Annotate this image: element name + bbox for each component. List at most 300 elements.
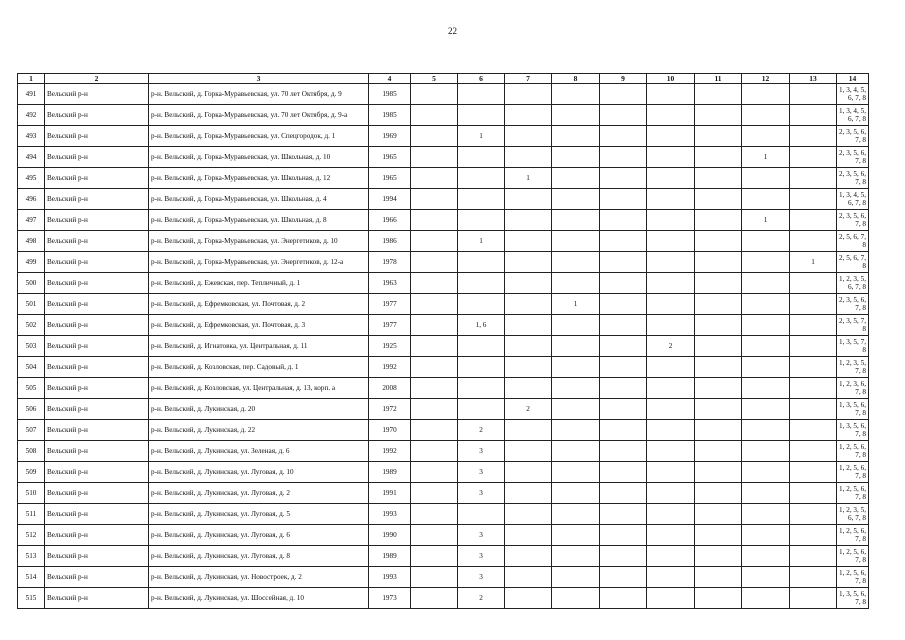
district-cell: Вельский р-н: [45, 462, 149, 483]
col7-cell: [505, 231, 552, 252]
col11-cell: [695, 378, 742, 399]
col13-cell: [790, 294, 837, 315]
district-cell: Вельский р-н: [45, 252, 149, 273]
district-cell: Вельский р-н: [45, 273, 149, 294]
col8-cell: [552, 588, 600, 609]
col10-cell: [647, 504, 695, 525]
page-number: 22: [448, 26, 457, 36]
table-row: [18, 504, 869, 525]
col14-cell: 2, 3, 5, 6, 7, 8: [837, 168, 869, 189]
col8-cell: [552, 504, 600, 525]
col14-cell: 1, 2, 3, 6, 7, 8: [837, 378, 869, 399]
col14-cell: 1, 3, 5, 7, 8: [837, 336, 869, 357]
col5-cell: [411, 231, 458, 252]
column-header: 9: [600, 74, 647, 84]
col11-cell: [695, 462, 742, 483]
col14-cell: 1, 3, 4, 5, 6, 7, 8: [837, 84, 869, 105]
col13-cell: [790, 357, 837, 378]
row-number-cell: 494: [18, 147, 45, 168]
col8-cell: [552, 399, 600, 420]
year-cell: 1993: [369, 504, 411, 525]
year-cell: 1992: [369, 441, 411, 462]
table-row: [18, 189, 869, 210]
col6-cell: 3: [458, 483, 505, 504]
col5-cell: [411, 483, 458, 504]
column-header: 11: [695, 74, 742, 84]
col14-cell: 2, 3, 5, 6, 7, 8: [837, 126, 869, 147]
col5-cell: [411, 210, 458, 231]
table-row: [18, 420, 869, 441]
col14-cell: 2, 3, 5, 6, 7, 8: [837, 294, 869, 315]
col12-cell: [742, 315, 790, 336]
col11-cell: [695, 546, 742, 567]
col14-cell: 1, 2, 3, 5, 6, 7, 8: [837, 504, 869, 525]
table-row: [18, 126, 869, 147]
year-cell: 1991: [369, 483, 411, 504]
col9-cell: [600, 147, 647, 168]
col14-cell: 1, 2, 5, 6, 7, 8: [837, 441, 869, 462]
table-row: [18, 357, 869, 378]
col13-cell: [790, 504, 837, 525]
col9-cell: [600, 189, 647, 210]
address-cell: р-н. Вельский, д. Горка-Муравьевская, ул. 70 лет Октября, д. 9-а: [149, 105, 369, 126]
col13-cell: [790, 441, 837, 462]
table-row: [18, 315, 869, 336]
col11-cell: [695, 315, 742, 336]
table-row: [18, 525, 869, 546]
district-cell: Вельский р-н: [45, 168, 149, 189]
col7-cell: [505, 315, 552, 336]
col14-cell: 1, 3, 4, 5, 6, 7, 8: [837, 105, 869, 126]
col8-cell: [552, 420, 600, 441]
col7-cell: [505, 210, 552, 231]
row-number-cell: 512: [18, 525, 45, 546]
col10-cell: [647, 252, 695, 273]
table-row: [18, 105, 869, 126]
table-row: [18, 273, 869, 294]
col11-cell: [695, 441, 742, 462]
row-number-cell: 505: [18, 378, 45, 399]
col7-cell: [505, 378, 552, 399]
col5-cell: [411, 378, 458, 399]
col11-cell: [695, 420, 742, 441]
table-row: [18, 336, 869, 357]
table-row: [18, 210, 869, 231]
col7-cell: [505, 483, 552, 504]
address-cell: р-н. Вельский, д. Горка-Муравьевская, ул. Энергетиков, д. 12-а: [149, 252, 369, 273]
col13-cell: [790, 462, 837, 483]
col10-cell: [647, 210, 695, 231]
col13-cell: [790, 168, 837, 189]
table-row: [18, 399, 869, 420]
col7-cell: [505, 147, 552, 168]
col7-cell: [505, 84, 552, 105]
col8-cell: [552, 357, 600, 378]
col14-cell: 1, 3, 5, 6, 7, 8: [837, 588, 869, 609]
col10-cell: [647, 147, 695, 168]
col13-cell: [790, 399, 837, 420]
col12-cell: [742, 483, 790, 504]
col14-cell: 1, 2, 3, 5, 6, 7, 8: [837, 273, 869, 294]
district-cell: Вельский р-н: [45, 525, 149, 546]
address-cell: р-н. Вельский, д. Лукинская, ул. Луговая, д. 8: [149, 546, 369, 567]
col10-cell: [647, 357, 695, 378]
address-cell: р-н. Вельский, д. Лукинская, ул. Зеленая, д. 6: [149, 441, 369, 462]
district-cell: Вельский р-н: [45, 399, 149, 420]
col6-cell: [458, 84, 505, 105]
col6-cell: 3: [458, 546, 505, 567]
col8-cell: [552, 378, 600, 399]
col11-cell: [695, 588, 742, 609]
register-table: [17, 73, 869, 609]
col12-cell: [742, 294, 790, 315]
col13-cell: [790, 315, 837, 336]
col7-cell: 1: [505, 168, 552, 189]
col13-cell: [790, 378, 837, 399]
col12-cell: [742, 399, 790, 420]
col6-cell: 3: [458, 441, 505, 462]
col6-cell: [458, 294, 505, 315]
col8-cell: [552, 231, 600, 252]
address-cell: р-н. Вельский, д. Лукинская, д. 20: [149, 399, 369, 420]
col8-cell: [552, 462, 600, 483]
col8-cell: [552, 84, 600, 105]
address-cell: р-н. Вельский, д. Лукинская, ул. Луговая, д. 2: [149, 483, 369, 504]
col10-cell: [647, 294, 695, 315]
col6-cell: [458, 336, 505, 357]
table-header: [18, 74, 869, 84]
col5-cell: [411, 546, 458, 567]
table-body: [18, 84, 869, 609]
year-cell: 1966: [369, 210, 411, 231]
district-cell: Вельский р-н: [45, 210, 149, 231]
col13-cell: [790, 336, 837, 357]
row-number-cell: 507: [18, 420, 45, 441]
table-row: [18, 462, 869, 483]
year-cell: 1977: [369, 315, 411, 336]
address-cell: р-н. Вельский, д. Лукинская, ул. Луговая, д. 10: [149, 462, 369, 483]
row-number-cell: 495: [18, 168, 45, 189]
col5-cell: [411, 399, 458, 420]
year-cell: 1989: [369, 546, 411, 567]
col7-cell: [505, 420, 552, 441]
table-row: [18, 441, 869, 462]
district-cell: Вельский р-н: [45, 105, 149, 126]
column-header: 14: [837, 74, 869, 84]
col5-cell: [411, 588, 458, 609]
col7-cell: [505, 567, 552, 588]
col13-cell: [790, 420, 837, 441]
col5-cell: [411, 273, 458, 294]
col11-cell: [695, 336, 742, 357]
address-cell: р-н. Вельский, д. Лукинская, ул. Луговая, д. 6: [149, 525, 369, 546]
col10-cell: [647, 525, 695, 546]
col12-cell: 1: [742, 147, 790, 168]
col14-cell: 1, 3, 4, 5, 6, 7, 8: [837, 189, 869, 210]
col10-cell: [647, 546, 695, 567]
col14-cell: 1, 3, 5, 6, 7, 8: [837, 420, 869, 441]
row-number-cell: 503: [18, 336, 45, 357]
col9-cell: [600, 546, 647, 567]
header-row: [18, 74, 869, 84]
address-cell: р-н. Вельский, д. Ефремковская, ул. Почтовая, д. 3: [149, 315, 369, 336]
col10-cell: [647, 168, 695, 189]
col5-cell: [411, 567, 458, 588]
col8-cell: [552, 105, 600, 126]
col9-cell: [600, 294, 647, 315]
address-cell: р-н. Вельский, д. Лукинская, ул. Шоссейная, д. 10: [149, 588, 369, 609]
year-cell: 1990: [369, 525, 411, 546]
col8-cell: [552, 567, 600, 588]
col12-cell: [742, 462, 790, 483]
district-cell: Вельский р-н: [45, 189, 149, 210]
col10-cell: [647, 588, 695, 609]
col9-cell: [600, 504, 647, 525]
district-cell: Вельский р-н: [45, 147, 149, 168]
district-cell: Вельский р-н: [45, 84, 149, 105]
column-header: 3: [149, 74, 369, 84]
col6-cell: 2: [458, 420, 505, 441]
col8-cell: [552, 273, 600, 294]
year-cell: 1986: [369, 231, 411, 252]
column-header: 6: [458, 74, 505, 84]
col5-cell: [411, 84, 458, 105]
row-number-cell: 513: [18, 546, 45, 567]
col7-cell: [505, 252, 552, 273]
col9-cell: [600, 315, 647, 336]
col5-cell: [411, 105, 458, 126]
table-row: [18, 378, 869, 399]
year-cell: 1965: [369, 147, 411, 168]
column-header: 4: [369, 74, 411, 84]
col6-cell: 2: [458, 588, 505, 609]
district-cell: Вельский р-н: [45, 357, 149, 378]
col13-cell: [790, 105, 837, 126]
col12-cell: [742, 126, 790, 147]
col8-cell: [552, 168, 600, 189]
col11-cell: [695, 357, 742, 378]
district-cell: Вельский р-н: [45, 567, 149, 588]
col14-cell: 1, 3, 5, 6, 7, 8: [837, 399, 869, 420]
col9-cell: [600, 231, 647, 252]
table-row: [18, 294, 869, 315]
col9-cell: [600, 357, 647, 378]
col10-cell: [647, 231, 695, 252]
district-cell: Вельский р-н: [45, 294, 149, 315]
address-cell: р-н. Вельский, д. Козловская, пер. Садовый, д. 1: [149, 357, 369, 378]
row-number-cell: 514: [18, 567, 45, 588]
col10-cell: [647, 273, 695, 294]
address-cell: р-н. Вельский, д. Горка-Муравьевская, ул. Школьная, д. 10: [149, 147, 369, 168]
col12-cell: [742, 105, 790, 126]
col7-cell: [505, 357, 552, 378]
col13-cell: [790, 483, 837, 504]
year-cell: 1969: [369, 126, 411, 147]
row-number-cell: 498: [18, 231, 45, 252]
col9-cell: [600, 126, 647, 147]
year-cell: 1985: [369, 84, 411, 105]
col14-cell: 2, 3, 5, 7, 8: [837, 315, 869, 336]
district-cell: Вельский р-н: [45, 546, 149, 567]
row-number-cell: 501: [18, 294, 45, 315]
col6-cell: [458, 378, 505, 399]
col5-cell: [411, 336, 458, 357]
col12-cell: [742, 273, 790, 294]
col5-cell: [411, 357, 458, 378]
year-cell: 1994: [369, 189, 411, 210]
col11-cell: [695, 168, 742, 189]
col11-cell: [695, 273, 742, 294]
col10-cell: [647, 441, 695, 462]
col9-cell: [600, 252, 647, 273]
col5-cell: [411, 315, 458, 336]
col9-cell: [600, 273, 647, 294]
column-header: 5: [411, 74, 458, 84]
col10-cell: [647, 126, 695, 147]
col6-cell: [458, 168, 505, 189]
col6-cell: 3: [458, 525, 505, 546]
col5-cell: [411, 189, 458, 210]
col9-cell: [600, 567, 647, 588]
col12-cell: [742, 336, 790, 357]
address-cell: р-н. Вельский, д. Горка-Муравьевская, ул. 70 лет Октября, д. 9: [149, 84, 369, 105]
col6-cell: [458, 147, 505, 168]
col11-cell: [695, 84, 742, 105]
col6-cell: 1: [458, 231, 505, 252]
col5-cell: [411, 294, 458, 315]
col12-cell: 1: [742, 210, 790, 231]
column-header: 7: [505, 74, 552, 84]
col12-cell: [742, 567, 790, 588]
col5-cell: [411, 147, 458, 168]
row-number-cell: 496: [18, 189, 45, 210]
row-number-cell: 499: [18, 252, 45, 273]
district-cell: Вельский р-н: [45, 441, 149, 462]
address-cell: р-н. Вельский, д. Горка-Муравьевская, ул. Школьная, д. 12: [149, 168, 369, 189]
col6-cell: [458, 105, 505, 126]
table-row: [18, 546, 869, 567]
year-cell: 1963: [369, 273, 411, 294]
col7-cell: [505, 441, 552, 462]
col12-cell: [742, 168, 790, 189]
table-row: [18, 567, 869, 588]
col13-cell: [790, 567, 837, 588]
col9-cell: [600, 420, 647, 441]
col8-cell: [552, 315, 600, 336]
col12-cell: [742, 378, 790, 399]
year-cell: 1992: [369, 357, 411, 378]
col13-cell: [790, 126, 837, 147]
col12-cell: [742, 189, 790, 210]
col11-cell: [695, 252, 742, 273]
col8-cell: [552, 525, 600, 546]
row-number-cell: 510: [18, 483, 45, 504]
row-number-cell: 497: [18, 210, 45, 231]
col7-cell: [505, 546, 552, 567]
col8-cell: [552, 252, 600, 273]
col7-cell: [505, 189, 552, 210]
col8-cell: [552, 441, 600, 462]
col9-cell: [600, 105, 647, 126]
col14-cell: 1, 2, 3, 5, 7, 8: [837, 357, 869, 378]
column-header: 12: [742, 74, 790, 84]
table-row: [18, 252, 869, 273]
col14-cell: 1, 2, 5, 6, 7, 8: [837, 567, 869, 588]
col12-cell: [742, 420, 790, 441]
col11-cell: [695, 105, 742, 126]
column-header: 8: [552, 74, 600, 84]
col11-cell: [695, 525, 742, 546]
district-cell: Вельский р-н: [45, 588, 149, 609]
row-number-cell: 508: [18, 441, 45, 462]
table-row: [18, 84, 869, 105]
col6-cell: [458, 189, 505, 210]
col10-cell: [647, 462, 695, 483]
col11-cell: [695, 189, 742, 210]
col12-cell: [742, 84, 790, 105]
col10-cell: [647, 105, 695, 126]
address-cell: р-н. Вельский, д. Горка-Муравьевская, ул. Школьная, д. 4: [149, 189, 369, 210]
col11-cell: [695, 567, 742, 588]
district-cell: Вельский р-н: [45, 420, 149, 441]
col11-cell: [695, 504, 742, 525]
col11-cell: [695, 294, 742, 315]
col7-cell: [505, 126, 552, 147]
col8-cell: [552, 336, 600, 357]
col12-cell: [742, 588, 790, 609]
address-cell: р-н. Вельский, д. Козловская, ул. Центральная, д. 13, корп. а: [149, 378, 369, 399]
col7-cell: [505, 294, 552, 315]
col9-cell: [600, 588, 647, 609]
col7-cell: 2: [505, 399, 552, 420]
col7-cell: [505, 105, 552, 126]
col9-cell: [600, 336, 647, 357]
col6-cell: [458, 210, 505, 231]
col8-cell: [552, 126, 600, 147]
address-cell: р-н. Вельский, д. Горка-Муравьевская, ул. Школьная, д. 8: [149, 210, 369, 231]
col9-cell: [600, 525, 647, 546]
row-number-cell: 515: [18, 588, 45, 609]
col5-cell: [411, 420, 458, 441]
col12-cell: [742, 357, 790, 378]
col12-cell: [742, 231, 790, 252]
col14-cell: 2, 3, 5, 6, 7, 8: [837, 147, 869, 168]
row-number-cell: 511: [18, 504, 45, 525]
address-cell: р-н. Вельский, д. Лукинская, ул. Новостроек, д. 2: [149, 567, 369, 588]
column-header: 2: [45, 74, 149, 84]
column-header: 10: [647, 74, 695, 84]
col11-cell: [695, 126, 742, 147]
col9-cell: [600, 378, 647, 399]
col14-cell: 2, 3, 5, 6, 7, 8: [837, 210, 869, 231]
col9-cell: [600, 168, 647, 189]
row-number-cell: 509: [18, 462, 45, 483]
col5-cell: [411, 525, 458, 546]
col14-cell: 1, 2, 5, 6, 7, 8: [837, 546, 869, 567]
col9-cell: [600, 483, 647, 504]
col11-cell: [695, 210, 742, 231]
col14-cell: 1, 2, 5, 6, 7, 8: [837, 483, 869, 504]
year-cell: 1973: [369, 588, 411, 609]
row-number-cell: 506: [18, 399, 45, 420]
col6-cell: [458, 252, 505, 273]
table-row: [18, 231, 869, 252]
row-number-cell: 493: [18, 126, 45, 147]
col14-cell: 1, 2, 5, 6, 7, 8: [837, 525, 869, 546]
col6-cell: 1: [458, 126, 505, 147]
col5-cell: [411, 168, 458, 189]
col9-cell: [600, 399, 647, 420]
